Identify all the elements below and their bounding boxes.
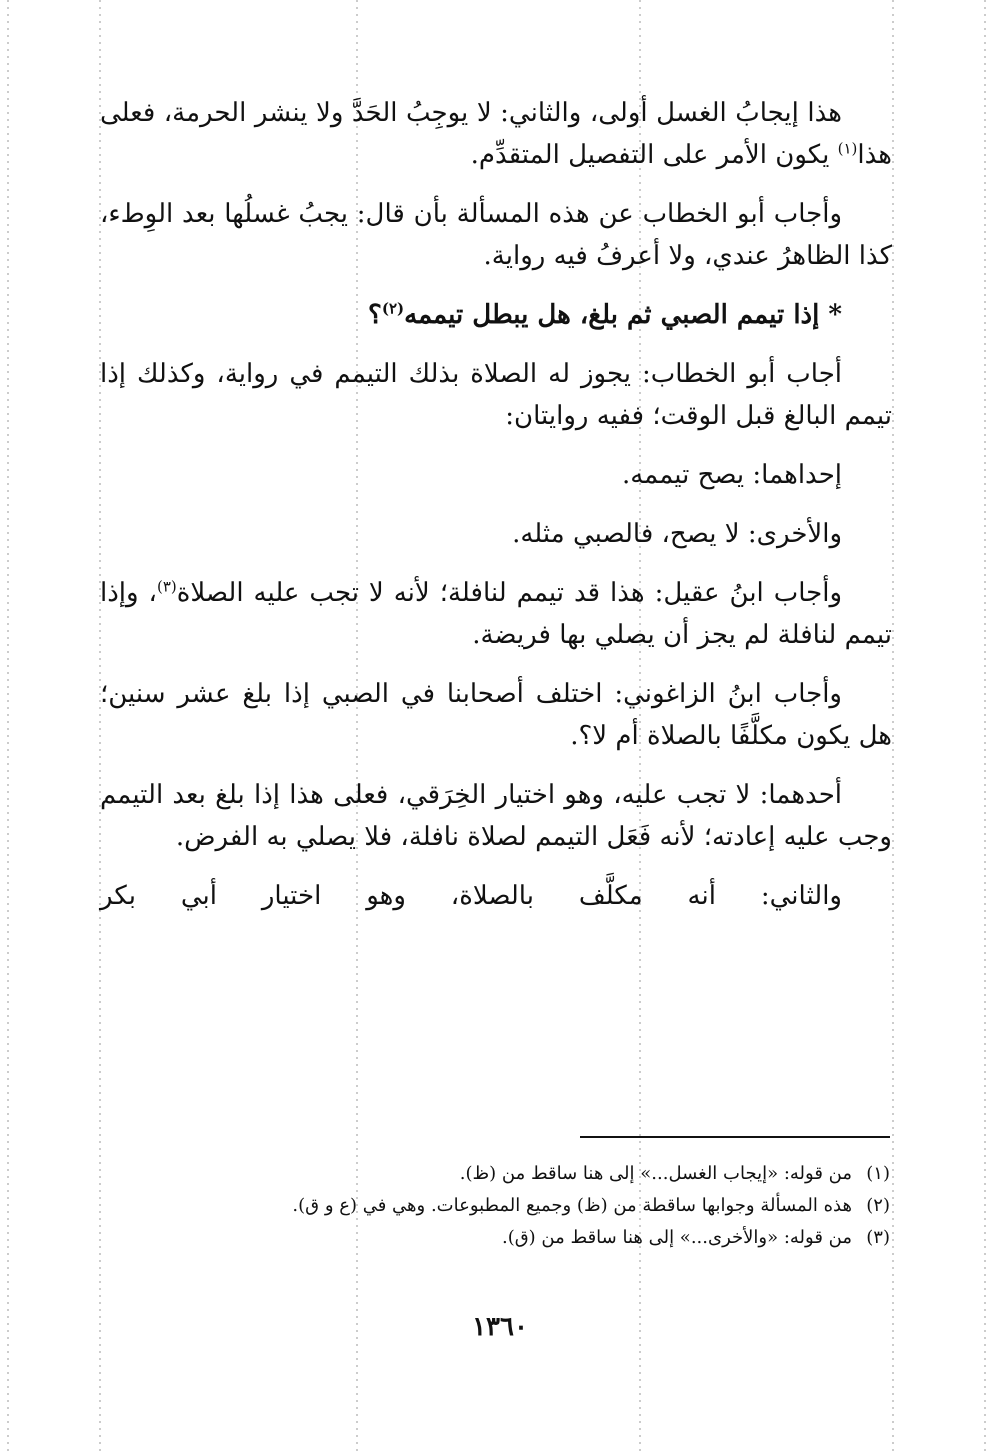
- paragraph-6: والأخرى: لا يصح، فالصبي مثله.: [512, 519, 842, 549]
- footnote-3: [100, 1222, 890, 1254]
- paragraph-4: أجاب أبو الخطاب: يجوز له الصلاة بذلك التيمم في رواية، وكذلك إذا تيمم البالغ قبل الوقت؛ ففيه روايتان:: [100, 359, 892, 431]
- footnote-text: هذه المسألة وجوابها ساقطة من (ظ) وجميع المطبوعات. وهي في (ع و ق).: [292, 1195, 852, 1216]
- footnote-1: [100, 1158, 890, 1190]
- footnote-number: (٣): [866, 1227, 890, 1248]
- paragraph-8: وأجاب ابنُ الزاغوني: اختلف أصحابنا في الصبي إذا بلغ عشر سنين؛ هل يكون مكلَّفًا بالصلاة أم لا؟.: [100, 679, 892, 751]
- footnote-text: من قوله: «والأخرى...» إلى هنا ساقط من (ق).: [501, 1227, 852, 1248]
- paragraph-9: أحدهما: لا تجب عليه، وهو اختيار الخِرَقي، فعلى هذا إذا بلغ بعد التيمم وجب عليه إعادته؛ لأنه فَعَل التيمم لصلاة نافلة، فلا يصلي به الفرض.: [100, 780, 892, 852]
- paragraph-1: هذا إيجابُ الغسل أولى، والثاني: لا يوجِبُ الحَدَّ ولا ينشر الحرمة، فعلى هذا$^{(١)}$ يكون الأمر على التفصيل المتقدِّم.: [100, 98, 892, 170]
- footnote-number: (٢): [866, 1195, 890, 1216]
- main-text: [100, 92, 892, 934]
- footnote-separator: [580, 1136, 890, 1138]
- paragraph-7: وأجاب ابنُ عقيل: هذا قد تيمم لنافلة؛ لأنه لا تجب عليه الصلاة$^{(٣)}$، وإذا تيمم لنافلة لم يجز أن يصلي بها فريضة.: [100, 577, 892, 650]
- footnote-ref-2: (٢): [381, 299, 405, 318]
- paragraph-5: إحداهما: يصح تيممه.: [621, 460, 842, 490]
- question-heading: * إذا تيمم الصبي ثم بلغ، هل يبطل تيممه$^{(٢)}$؟: [368, 299, 842, 330]
- footnotes: [100, 1158, 890, 1254]
- footnote-2: [100, 1190, 890, 1222]
- footnote-ref-3: (٣): [156, 577, 177, 596]
- footnote-text: من قوله: «إيجاب الغسل...» إلى هنا ساقط من (ظ).: [459, 1163, 852, 1184]
- paragraph-2: وأجاب أبو الخطاب عن هذه المسألة بأن قال: يجبُ غسلُها بعد الوِطء، كذا الظاهرُ عندي، ولا أعرفُ فيه رواية.: [100, 199, 892, 271]
- footnote-number: (١): [866, 1163, 890, 1184]
- page-number: ١٣٦٠: [472, 1312, 528, 1342]
- paragraph-10: والثاني: أنه مكلَّف بالصلاة، وهو اختيار أبي بكر: [100, 881, 842, 911]
- footnote-ref-1: (١): [837, 139, 858, 158]
